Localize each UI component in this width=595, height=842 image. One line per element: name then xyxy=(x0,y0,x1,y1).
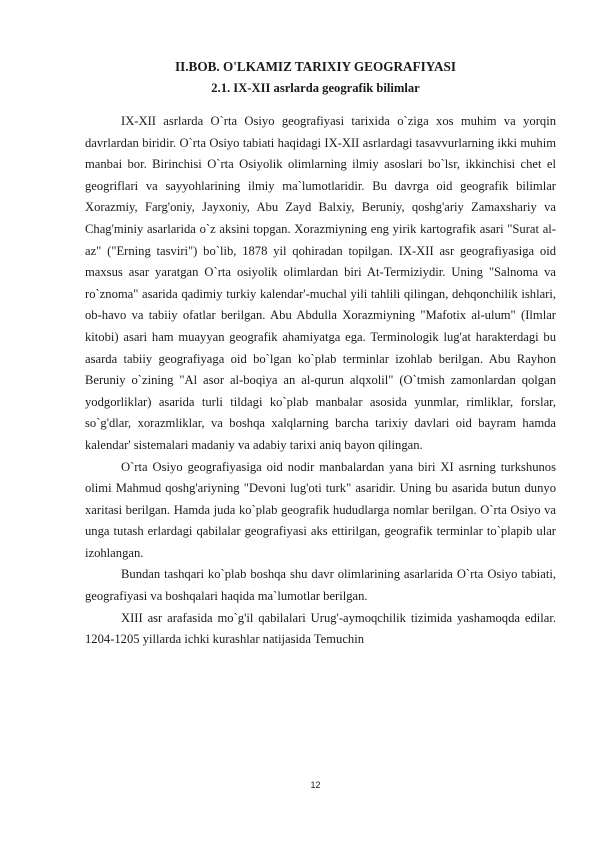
paragraph-3: Bundan tashqari ko`plab boshqa shu davr olimlarining asarlarida O`rta Osiyo tabiati, geografiyasi va boshqalari haqida ma`lumotlar berilgan. xyxy=(85,567,556,604)
paragraph-2: O`rta Osiyo geografiyasiga oid nodir manbalardan yana biri XI asrning turkshunos olimi Mahmud qoshg'ariyning "Devoni lug'oti turk" asaridir. Uning bu asarida butun dunyo xaritasi berilgan. Hamda juda ko`plab geografik hududlarga nomlar berilgan. O`rta Osiyo va unga tutash erlardagi qabilalar geografiyasi aks ettirilgan, geografik terminlar to`plapib ular izohlangan. xyxy=(85,459,556,560)
paragraph-4: XIII asr arafasida mo`g'il qabilalari Urug'-aymoqchilik tizimida yashamoqda edilar. 1204-1205 yillarda ichki kurashlar natijasida Temuchin xyxy=(85,610,556,647)
page-number: 12 xyxy=(310,780,321,790)
section-title: 2.1. IX-XII asrlarda geografik bilimlar xyxy=(211,81,420,95)
chapter-title: II.BOB. O'LKAMIZ TARIXIY GEOGRAFIYASI xyxy=(174,59,457,74)
paragraph-1: IX-XII asrlarda O`rta Osiyo geografiyasi tarixida o`ziga xos muhim va yorqin davrlardan biridir. O`rta Osiyo tabiati haqidagi IX-XII asrlardagi tasavvurlarning ikki muhim manbai bor. Birinchisi O`rta Osiyolik olimlarning ilmiy asoslari bo`lsr, ikkinchisi chet el geogriflari va sayyohlarining ilmiy ma`lumotlaridir. Bu davrga oid geografik bilimlar Xorazmiy, Farg'oniy, Jayxoniy, Abu Zayd Balxiy, Beruniy, qoshg'ariy Zamaxshariy va Chag'miniy asarlarida o`z aksini topgan. Xorazmiyning eng yirik kartografik asari "Surat al-az" ("Erning tasviri") bo`lib, 1878 yil qohiradan topilgan. IX-XII asr geografiyasiga oid maxsus asar yaratgan O`rta osiyolik olimlardan biri At-Termiziydir. Uning "Salnoma va ro`znoma" asarida qadimiy turkiy kalendar'-muchal yili tahlili qilingan, dehqonchilik ishlari, ob-havo va tabiiy ofatlar berilgan. Abu Abdulla Xorazmiyning "Mafotix al-ulum" (Ilmlar kitobi) asari ham muayyan geografik ahamiyatga ega. Terminologik lug'at harakterdagi bu asarda tabiiy geografiyaga oid bo`lgan ko`plab terminlar izohlab berilgan. Abu Rayhon Beruniy o`zining "Al asor al-boqiya an al-qurun alqxolil" (O`tmish zamonlardan qolgan yodgorliklar) asarida turli tildagi ko`plab manbalar asosida yunmlar, rimliklar, forslar, so`g'dlar, xorazmliklar, va boshqa xalqlarning barcha tarixiy davlari oid bayram hamda kalendar' sistemalari madaniy va adabiy tarixi aniq bayon qilingan. xyxy=(85,114,556,452)
body-text xyxy=(85,111,556,651)
